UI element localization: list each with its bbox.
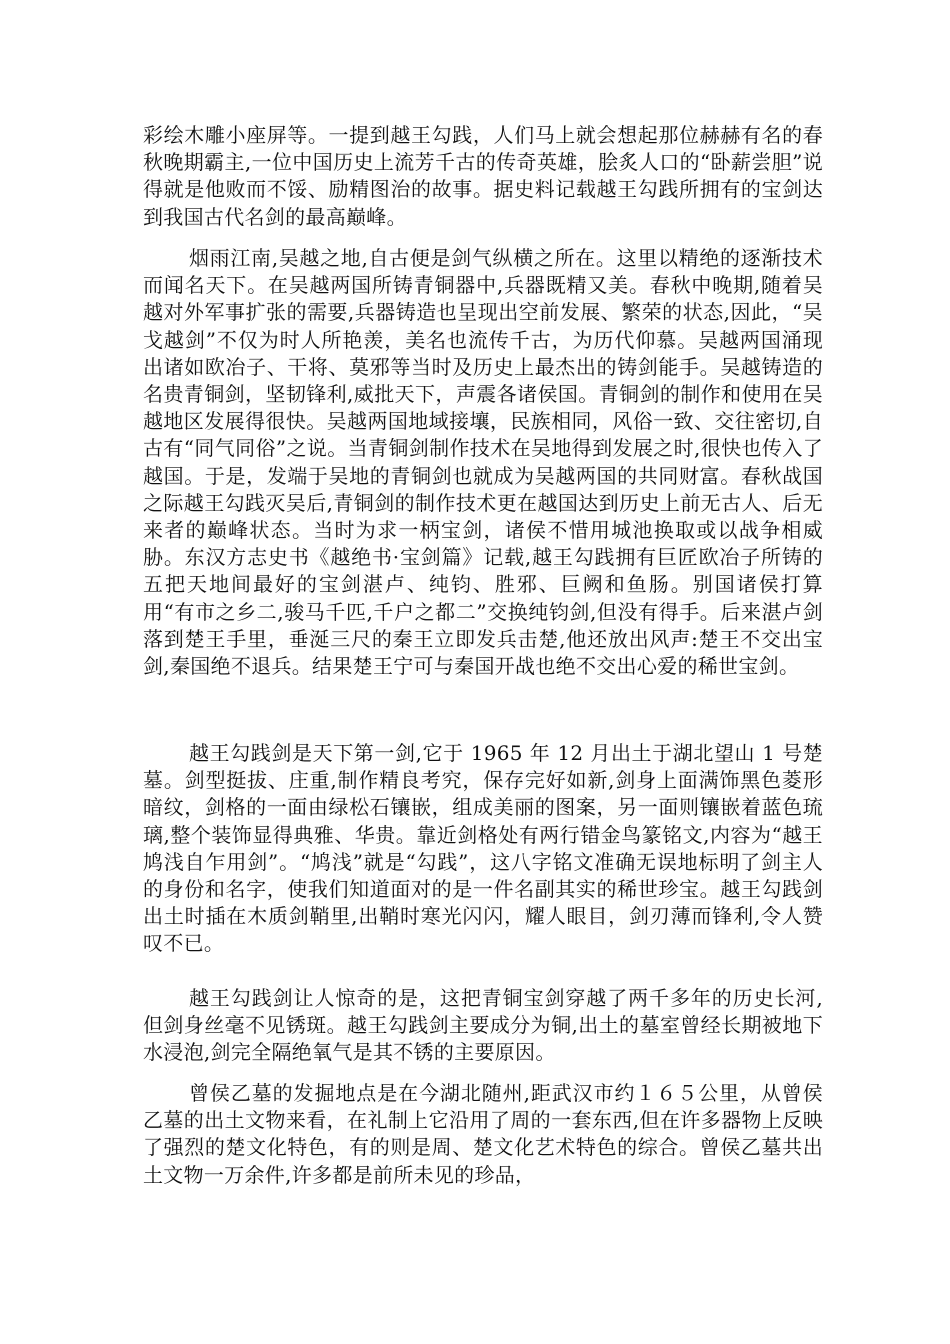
paragraph-3: 越王勾践剑是天下第一剑,它于 1965 年 12 月出土于湖北望山 1 号楚墓。剑型挺拔、庄重,制作精良考究，保存完好如新,剑身上面满饰黑色菱形暗纹，剑格的一面由绿松石镶嵌，组成美丽的图案，另一面则镶嵌着蓝色琉璃,整个装饰显得典雅、华贵。靠近剑格处有两行错金鸟篆铭文,内容为“越王鸠浅自乍用剑”。“鸠浅”就是“勾践”，这八字铭文准确无误地标明了剑主人的身份和名字，使我们知道面对的是一件名副其实的稀世珍宝。越王勾践剑出土时插在木质剑鞘里,出鞘时寒光闪闪，耀人眼目，剑刃薄而锋利,令人赞叹不已。: [143, 741, 823, 956]
paragraph-4: 越王勾践剑让人惊奇的是，这把青铜宝剑穿越了两千多年的历史长河,但剑身丝毫不见锈斑。越王勾践剑主要成分为铜,出土的墓室曾经长期被地下水浸泡,剑完全隔绝氧气是其不锈的主要原因。: [143, 986, 823, 1065]
paragraph-5: 曾侯乙墓的发掘地点是在今湖北随州,距武汉市约１６５公里，从曾侯乙墓的出土文物来看，在礼制上它沿用了周的一套东西,但在许多器物上反映了强烈的楚文化特色，有的则是周、楚文化艺术特色的综合。曾侯乙墓共出土文物一万余件,许多都是前所未见的珍品，: [143, 1081, 823, 1187]
paragraph-2: 烟雨江南,吴越之地,自古便是剑气纵横之所在。这里以精绝的逐渐技术而闻名天下。在吴越两国所铸青铜器中,兵器既精又美。春秋中晚期,随着吴越对外军事扩张的需要,兵器铸造也呈现出空前发展、繁荣的状态,因此，“吴戈越剑”不仅为时人所艳羡，美名也流传千古，为历代仰慕。吴越两国涌现出诸如欧冶子、干将、莫邪等当时及历史上最杰出的铸剑能手。吴越铸造的名贵青铜剑，坚韧锋利,威批天下，声震各诸侯国。青铜剑的制作和使用在吴越地区发展得很快。吴越两国地域接壤，民族相同，风俗一致、交往密切,自古有“同气同俗”之说。当青铜剑制作技术在吴地得到发展之时,很快也传入了越国。于是，发端于吴地的青铜剑也就成为吴越两国的共同财富。春秋战国之际越王勾践灭吴后,青铜剑的制作技术更在越国达到历史上前无古人、后无来者的巅峰状态。当时为求一柄宝剑，诸侯不惜用城池换取或以战争相威胁。东汉方志史书《越绝书·宝剑篇》记载,越王勾践拥有巨匠欧冶子所铸的五把天地间最好的宝剑湛卢、纯钧、胜邪、巨阙和鱼肠。别国诸侯打算用“有市之乡二,骏马千匹,千户之都二”交换纯钧剑,但没有得手。后来湛卢剑落到楚王手里，垂涎三尺的秦王立即发兵击楚,他还放出风声:楚王不交出宝剑,秦国绝不退兵。结果楚王宁可与秦国开战也绝不交出心爱的稀世宝剑。: [143, 246, 823, 679]
paragraph-1: 彩绘木雕小座屏等。一提到越王勾践，人们马上就会想起那位赫赫有名的春秋晚期霸主,一位中国历史上流芳千古的传奇英雄，脍炙人口的“卧薪尝胆”说得就是他败而不馁、励精图治的故事。据史料记载越王勾践所拥有的宝剑达到我国古代名剑的最高巅峰。: [143, 123, 823, 229]
